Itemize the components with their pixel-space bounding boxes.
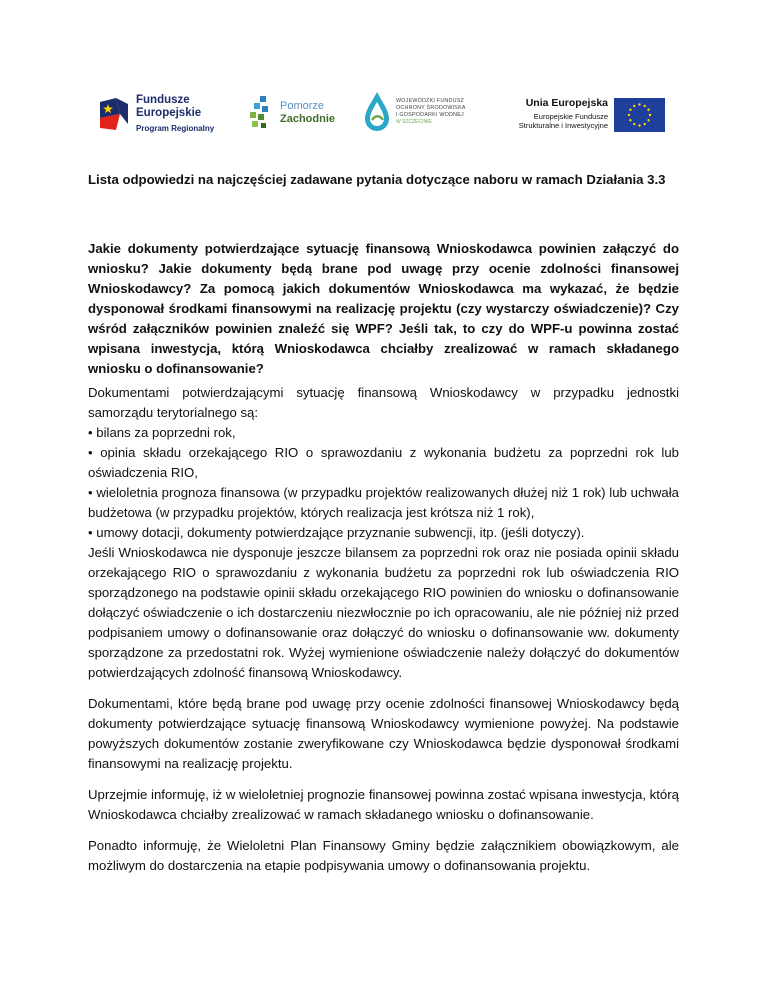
wfosigw-logo [362,88,512,144]
pz-logo-line2: Zachodnie [280,113,336,125]
unia-europejska-logo [510,88,670,144]
eu-star [644,105,646,107]
paragraph-2: Dokumentami, które będą brane pod uwagę przy ocenie zdolności finansowej Wnioskodawcy będą dokumenty potwierdzające sytuację finansową Wnioskodawcy wymienione powyżej. Na podstawie powyższych dokumentów zostanie zweryfikowane czy Wnioskodawca będzie dysponował środkami finansowymi na realizację projektu. [88,696,679,771]
logo-strip [0,88,768,144]
fe-logo-line2: Europejskie [136,107,202,119]
wf-logo-line3: I GOSPODARKI WODNEJ [396,112,464,118]
ue-logo-line3: Strukturalne i Inwestycyjne [518,121,608,130]
eu-star [629,109,631,111]
eu-star [633,123,635,125]
ue-logo-line1: Unia Europejska [525,97,608,109]
pomorze-zachodnie-logo [248,88,348,144]
eu-flag-icon [614,98,665,132]
fundusze-europejskie-mark-icon [98,94,132,132]
eu-star [638,103,640,105]
wf-logo-line1: WOJEWÓDZKI FUNDUSZ [396,98,464,104]
eu-star [628,114,630,116]
answer-block [88,383,679,683]
question-text: Jakie dokumenty potwierdzające sytuację finansową Wnioskodawca powinien załączyć do wniosku? Jakie dokumenty będą brane pod uwagę przy ocenie zdolności finansowej Wnioskodawcy? Za pomocą jakich dokumentów Wnioskodawca ma wykazać, że będzie dysponował środkami finansowymi na realizację projektu (czy wystarczy oświadczenie)? Czy wśród załączników powinien znaleźć się WPF? Jeśli tak, to czy do WPF-u powinna zostać wpisana inwestycja, którą Wnioskodawca chciałby zrealizować w ramach składanego wniosku o dofinansowanie? [88,241,679,376]
ue-logo-line2: Europejskie Fundusze [533,112,608,121]
eu-star [649,114,651,116]
fe-logo-line1: Fundusze [136,94,190,106]
bullet-item: • bilans za poprzedni rok, [88,425,236,440]
fundusze-europejskie-logo [98,88,228,144]
eu-star [633,105,635,107]
answer-intro: Dokumentami potwierdzającymi sytuację finansową Wnioskodawcy w przypadku jednostki samorządu terytorialnego są: [88,385,679,420]
wf-logo-line2: OCHRONY ŚRODOWISKA [396,105,466,111]
wf-logo-line4: W SZCZECINIE [396,119,432,125]
answer-rest: Jeśli Wnioskodawca nie dysponuje jeszcze bilansem za poprzedni rok oraz nie posiada opinii składu orzekającego RIO o sprawozdaniu z wykonania budżetu za poprzedni rok lub oświadczenia RIO sporządzonego na podstawie opinii składu orzekającego RIO powinien do wniosku o dofinansowanie dołączyć oświadczenie o ich dostarczeniu niezwłocznie po ich opracowaniu, ale nie później niż przed podpisaniem umowy o dofinansowanie oraz dołączyć do wniosku o dofinansowanie ww. dokumenty sporządzone za przedostatni rok. Wyżej wymienione oświadczenie należy dołączyć do dokumentów potwierdzających zdolność finansową Wnioskodawcy. [88,545,679,680]
bullet-item: • wieloletnia prognoza finansowa (w przypadku projektów realizowanych dłużej niż 1 rok) lub uchwała budżetowa (w przypadku projektów, których realizacja jest krótsza niż 1 rok), [88,485,679,520]
paragraph-3: Uprzejmie informuję, iż w wieloletniej prognozie finansowej powinna zostać wpisana inwestycja, którą Wnioskodawca chciałby zrealizować w ramach składanego wniosku o dofinansowanie. [88,787,679,822]
eu-star [644,123,646,125]
eu-star [647,119,649,121]
bullet-item: • umowy dotacji, dokumenty potwierdzające przyznanie subwencji, itp. (jeśli dotyczy). [88,525,585,540]
pomorze-zachodnie-mark-icon [248,94,278,132]
paragraph-4: Ponadto informuję, że Wieloletni Plan Finansowy Gminy będzie załącznikiem obowiązkowym, ale możliwym do dostarczenia na etapie podpisywania umowy o dofinansowania projektu. [88,838,679,873]
answer-section [88,383,679,887]
eu-star [629,119,631,121]
bullet-item: • opinia składu orzekającego RIO o sprawozdaniu z wykonania budżetu za poprzedni rok lub oświadczenia RIO, [88,445,679,480]
water-drop-icon [362,90,392,134]
document-title: Lista odpowiedzi na najczęściej zadawane pytania dotyczące naboru w ramach Działania 3.3 [88,172,666,187]
eu-star [647,109,649,111]
eu-star [638,124,640,126]
pz-logo-line1: Pomorze [280,100,325,112]
fe-logo-line3: Program Regionalny [136,124,215,133]
